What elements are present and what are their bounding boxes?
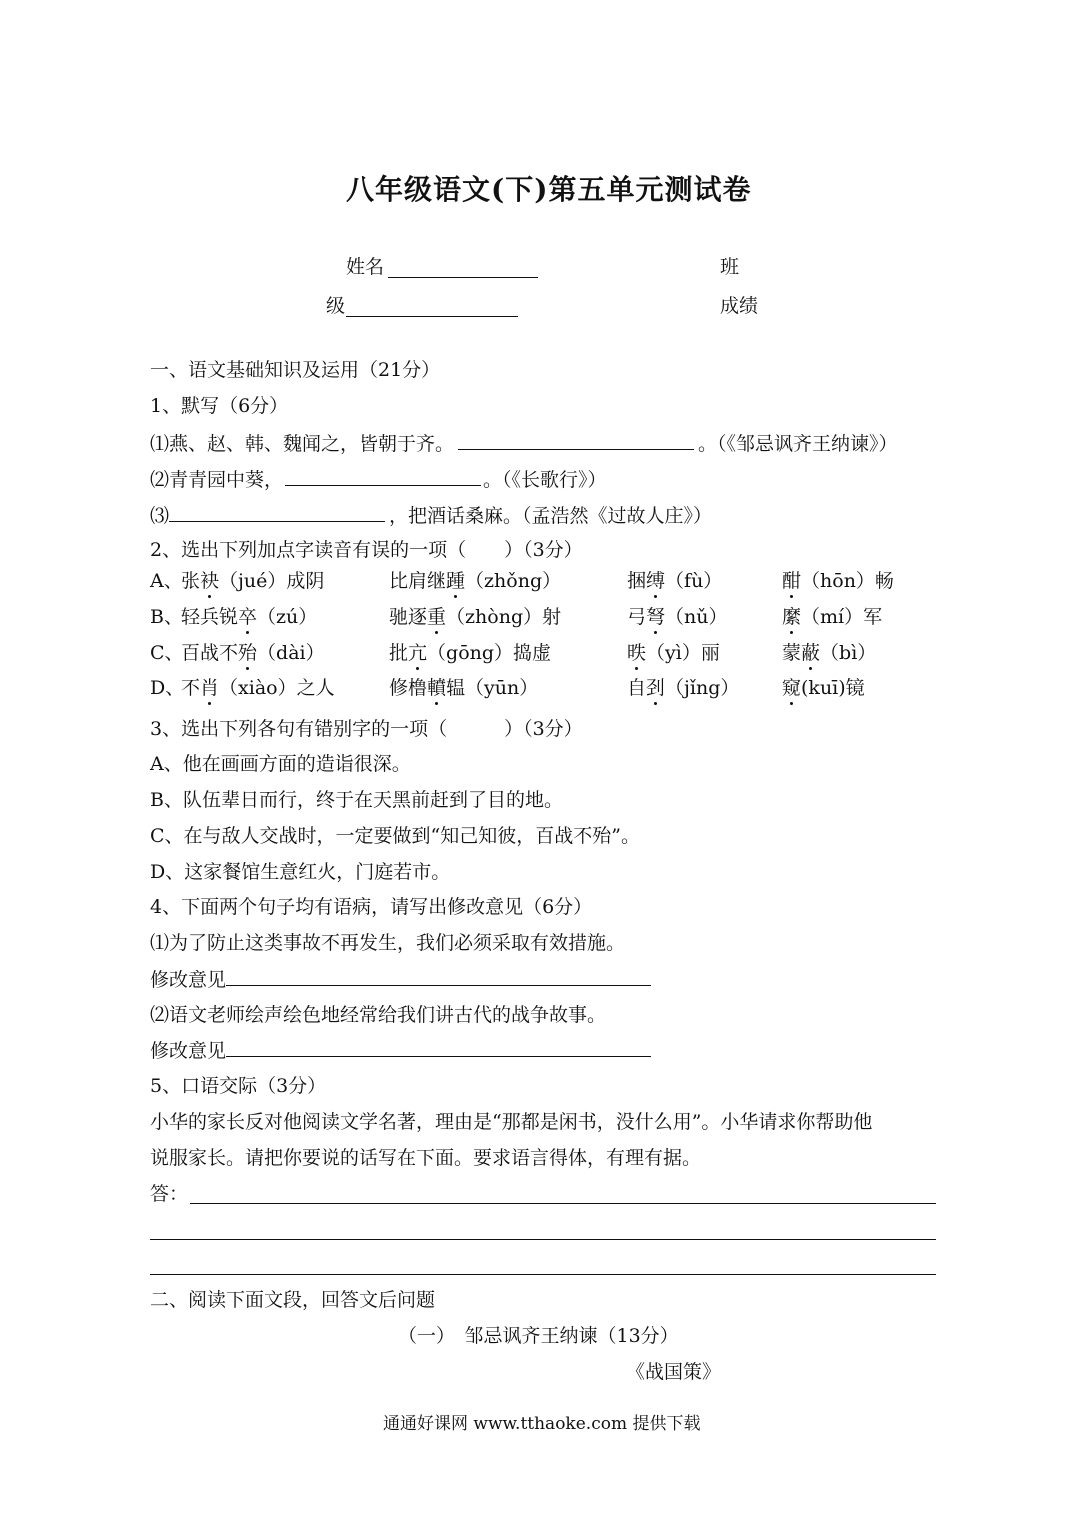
q2-row-b-c4: 縻（mí）军 [782,606,883,628]
q2-row-a-c4: 酣（hōn）畅 [782,570,894,592]
score-label: 成绩 [720,295,759,317]
q4-fix-2-blank[interactable] [226,1038,651,1057]
page-footer: 通通好课网 www.tthaoke.com 提供下载 [383,1414,701,1434]
q5-text-line1: 小华的家长反对他阅读文学名著，理由是“那都是闲书，没什么用”。小华请求你帮助他 [150,1111,873,1133]
q3-heading: 3、选出下列各句有错别字的一项（ ）（3分） [150,718,583,740]
section2-heading: 二、阅读下面文段，回答文后问题 [150,1289,436,1311]
q1-item1-prompt: ⑴燕、赵、韩、魏闻之，皆朝于齐。 [150,433,455,455]
q1-item2-source: 。（《长歌行》） [483,469,607,491]
q1-heading: 1、默写（6分） [150,395,289,417]
q1-item2-prompt: ⑵青青园中葵， [150,469,284,491]
q3-option-d: D、这家餐馆生意红火，门庭若市。 [150,861,451,883]
q2-row-a-c1: 张袂（jué）成阴 [181,570,325,592]
class-blank[interactable] [346,298,518,317]
q2-row-c-c1: 百战不殆（dài） [181,642,325,664]
q1-item3-number: ⑶ [150,505,170,527]
q4-sentence-2: ⑵语文老师绘声绘色地经常给我们讲古代的战争故事。 [150,1004,607,1026]
q2-row-b-c1: 轻兵锐卒（zú） [181,606,318,628]
q2-row-a-c2: 比肩继踵（zhǒng） [389,570,562,592]
q2-row-b-c3: 弓弩（nǔ） [627,606,728,628]
q4-fix-1 [150,967,651,992]
reading-passage-source: 《战国策》 [626,1361,722,1383]
q2-row-d-label: D、 [150,677,185,699]
q1-item2-blank[interactable] [285,467,481,486]
q5-text-line2: 说服家长。请把你要说的话写在下面。要求语言得体，有理有据。 [150,1147,702,1169]
q2-row-c-label: C、 [150,642,184,664]
q1-item3-blank[interactable] [169,503,385,522]
q3-option-b: B、队伍辈日而行，终于在天黑前赶到了目的地。 [150,789,563,811]
reading-passage-title: （一） 邹忌讽齐王纳谏（13分） [398,1325,679,1347]
q4-fix-1-blank[interactable] [226,967,651,986]
q4-fix-1-label: 修改意见 [150,969,227,991]
q2-row-d-c4: 窥(kuī)镜 [782,677,865,699]
name-blank[interactable] [388,259,538,278]
q3-option-c: C、在与敌人交战时，一定要做到“知己知彼，百战不殆”。 [150,825,640,847]
q2-row-a-c3: 捆缚（fù） [627,570,723,592]
q2-row-b-c2: 驰逐重（zhòng）射 [389,606,562,628]
q5-heading: 5、口语交际（3分） [150,1075,327,1097]
q5-answer-label: 答： [150,1183,189,1205]
q2-row-a-label: A、 [150,570,183,592]
q2-heading: 2、选出下列加点字读音有误的一项（ ）（3分） [150,539,583,561]
q5-answer-line-3[interactable] [150,1274,936,1275]
page-title: 八年级语文(下)第五单元测试卷 [346,173,752,206]
q4-fix-2 [150,1038,651,1063]
class-label-bottom: 级 [326,295,346,317]
name-label: 姓名 [346,256,385,278]
q2-row-c-c2: 批亢（gōng）捣虚 [389,642,552,664]
q1-item3-rest: ，把酒话桑麻。（孟浩然《过故人庄》） [389,505,713,527]
q5-answer-line-2[interactable] [150,1239,936,1240]
q4-sentence-1: ⑴为了防止这类事故不再发生，我们必须采取有效措施。 [150,932,626,954]
section1-heading: 一、语文基础知识及运用（21分） [150,359,441,381]
q2-row-b-label: B、 [150,606,183,628]
class-label-top: 班 [720,256,740,278]
q4-fix-2-label: 修改意见 [150,1040,227,1062]
q5-answer-line-1[interactable] [190,1203,936,1204]
q2-row-d-c1: 不肖（xiào）之人 [181,677,335,699]
q1-item2 [150,467,607,492]
q3-option-a: A、他在画画方面的造诣很深。 [150,753,411,775]
q1-item1 [150,431,898,456]
q4-heading: 4、下面两个句子均有语病，请写出修改意见（6分） [150,896,593,918]
q2-row-c-c4: 蒙蔽（bì） [782,642,877,664]
q2-row-c-c3: 昳（yì）丽 [627,642,720,664]
q2-row-d-c2: 修橹轒辒（yūn） [389,677,539,699]
q1-item3 [150,503,712,528]
q1-item1-source: 。（《邹忌讽齐王纳谏》） [698,433,898,455]
q2-row-d-c3: 自刭（jǐng） [627,677,740,699]
q1-item1-blank[interactable] [458,431,694,450]
